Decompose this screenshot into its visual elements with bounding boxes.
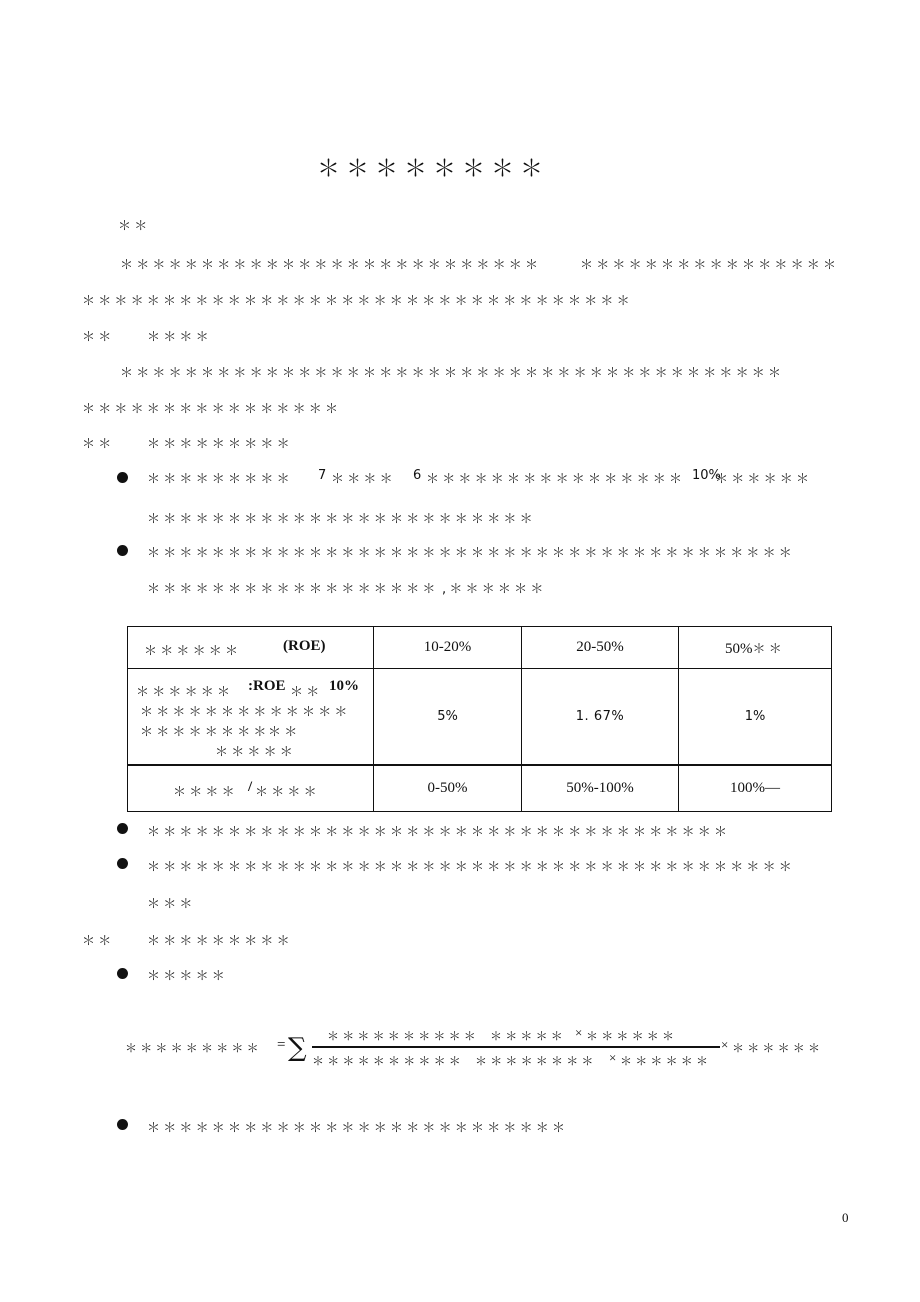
table-cell: 10-20% bbox=[374, 627, 522, 669]
bullet1-line2: ＊＊＊＊＊＊＊＊＊＊＊＊＊＊＊＊＊＊＊＊＊＊＊＊ bbox=[147, 512, 536, 527]
table-cell bbox=[128, 627, 374, 669]
para2-line1: ＊＊＊＊＊＊＊＊＊＊＊＊＊＊＊＊＊＊＊＊＊＊＊＊＊＊＊＊＊＊＊＊＊＊＊＊＊＊＊＊＊ bbox=[120, 366, 785, 381]
roe-range-50-suffix: ＊＊ bbox=[752, 641, 785, 657]
rule-label-roe: :ROE bbox=[248, 678, 286, 694]
sigma-icon: ∑ bbox=[288, 1033, 307, 1063]
bullet-icon bbox=[117, 545, 128, 556]
bullet1-text-c: ＊＊＊＊＊＊＊＊＊＊＊＊＊＊＊＊ bbox=[426, 472, 686, 487]
bullet2-line1: ＊＊＊＊＊＊＊＊＊＊＊＊＊＊＊＊＊＊＊＊＊＊＊＊＊＊＊＊＊＊＊＊＊＊＊＊＊＊＊＊ bbox=[147, 546, 796, 561]
section2-number: ＊＊ bbox=[82, 437, 115, 452]
formula-rhs-times: × bbox=[721, 1037, 729, 1052]
rule-label-c: ＊＊ bbox=[290, 685, 323, 700]
table-cell: 1% bbox=[679, 669, 832, 766]
table-row bbox=[128, 669, 832, 766]
formula-den-a: ＊＊＊＊＊＊＊＊＊＊ bbox=[312, 1054, 465, 1068]
bullet1-text-a: ＊＊＊＊＊＊＊＊＊ bbox=[147, 472, 293, 487]
bullet-icon bbox=[117, 968, 128, 979]
formula-den-times: × bbox=[609, 1050, 617, 1065]
formula-rhs: ＊＊＊＊＊＊ bbox=[732, 1041, 824, 1055]
para1-line1a: ＊＊＊＊＊＊＊＊＊＊＊＊＊＊＊＊＊＊＊＊＊＊＊＊＊＊ bbox=[120, 258, 542, 273]
table-cell bbox=[128, 669, 374, 766]
roe-table bbox=[127, 626, 832, 812]
bullet-icon bbox=[117, 858, 128, 869]
formula-num-c: ＊＊＊＊＊＊ bbox=[586, 1029, 678, 1043]
formula-lhs: ＊＊＊＊＊＊＊＊＊ bbox=[125, 1041, 262, 1055]
bullet5-line1: ＊＊＊＊＊ bbox=[147, 969, 229, 984]
formula-den-b: ＊＊＊＊＊＊＊＊ bbox=[475, 1054, 597, 1068]
table-cell: 0-50% bbox=[374, 765, 522, 812]
ratio-label-a: ＊＊＊＊ bbox=[173, 785, 238, 800]
bullet1-num6: 6 bbox=[413, 468, 425, 483]
roe-range-50: 50% bbox=[725, 640, 753, 657]
bullet4-line2: ＊＊＊ bbox=[147, 897, 196, 912]
rule-label-g: ＊＊ bbox=[268, 725, 301, 740]
para1-line2: ＊＊＊＊＊＊＊＊＊＊＊＊＊＊＊＊＊＊＊＊＊＊＊＊＊＊＊＊＊＊＊＊＊＊ bbox=[82, 294, 633, 309]
ratio-label-slash: / bbox=[248, 779, 253, 795]
section1-number: ＊＊ bbox=[82, 330, 115, 345]
roe-label: ＊＊＊＊＊＊ bbox=[144, 644, 242, 659]
table-cell: 20-50% bbox=[522, 627, 679, 669]
table-cell bbox=[128, 765, 374, 812]
para2-line2: ＊＊＊＊＊＊＊＊＊＊＊＊＊＊＊＊ bbox=[82, 402, 342, 417]
page-title: ＊＊＊＊＊＊＊＊ bbox=[317, 156, 549, 182]
table-cell: 5% bbox=[374, 669, 522, 766]
section3-number: ＊＊ bbox=[82, 934, 115, 949]
bullet1-pct10: 10% bbox=[692, 468, 721, 483]
bullet2-line2a: ＊＊＊＊＊＊＊＊＊＊＊＊＊＊＊＊＊＊ bbox=[147, 582, 439, 597]
section1-title: ＊＊＊＊ bbox=[147, 330, 212, 345]
table-row bbox=[128, 627, 832, 669]
rule-label-a: ＊＊＊＊＊＊ bbox=[136, 685, 234, 700]
roe-label-abbr: (ROE) bbox=[283, 638, 326, 654]
bullet6-line1: ＊＊＊＊＊＊＊＊＊＊＊＊＊＊＊＊＊＊＊＊＊＊＊＊＊＊ bbox=[147, 1121, 569, 1136]
rule-label-h: ＊＊＊＊＊ bbox=[215, 745, 297, 760]
table-cell: 100%— bbox=[679, 765, 832, 812]
para1-line1b: ＊＊＊＊＊＊＊＊＊＊＊＊＊＊＊＊ bbox=[580, 258, 840, 273]
formula-num-b: ＊＊＊＊＊ bbox=[490, 1029, 567, 1043]
bullet-icon bbox=[117, 823, 128, 834]
table-cell: 50%-100% bbox=[522, 765, 679, 812]
page-number: 0 bbox=[842, 1210, 849, 1225]
table-cell bbox=[679, 627, 832, 669]
table-cell: 1. 67% bbox=[522, 669, 679, 766]
section3-title: ＊＊＊＊＊＊＊＊＊ bbox=[147, 934, 293, 949]
rule-label-f: ＊＊＊＊＊＊＊＊ bbox=[140, 725, 270, 740]
fraction-bar bbox=[312, 1046, 720, 1048]
formula-equals: = bbox=[277, 1037, 286, 1053]
bullet1-text-d: ＊＊＊＊＊＊ bbox=[715, 472, 813, 487]
table-row bbox=[128, 765, 832, 812]
bullet1-text-b: ＊＊＊＊ bbox=[331, 472, 396, 487]
bullet-icon bbox=[117, 1119, 128, 1130]
bullet4-line1: ＊＊＊＊＊＊＊＊＊＊＊＊＊＊＊＊＊＊＊＊＊＊＊＊＊＊＊＊＊＊＊＊＊＊＊＊＊＊＊＊ bbox=[147, 860, 796, 875]
rule-label-e: ＊＊＊＊＊＊＊＊＊＊＊＊＊ bbox=[140, 705, 351, 720]
bullet2-line2b: ,＊＊＊＊＊＊ bbox=[442, 582, 547, 597]
lead-label: ＊＊ bbox=[118, 219, 151, 234]
bullet1-num7: 7 bbox=[318, 468, 330, 483]
formula-den-c: ＊＊＊＊＊＊ bbox=[620, 1054, 712, 1068]
bullet3-line1: ＊＊＊＊＊＊＊＊＊＊＊＊＊＊＊＊＊＊＊＊＊＊＊＊＊＊＊＊＊＊＊＊＊＊＊＊ bbox=[147, 825, 731, 840]
bullet-icon bbox=[117, 472, 128, 483]
section2-title: ＊＊＊＊＊＊＊＊＊ bbox=[147, 437, 293, 452]
rule-label-10: 10% bbox=[329, 678, 359, 694]
ratio-label-c: ＊＊＊＊ bbox=[255, 785, 320, 800]
formula-num-a: ＊＊＊＊＊＊＊＊＊＊ bbox=[327, 1029, 480, 1043]
formula-num-times: × bbox=[575, 1025, 583, 1040]
